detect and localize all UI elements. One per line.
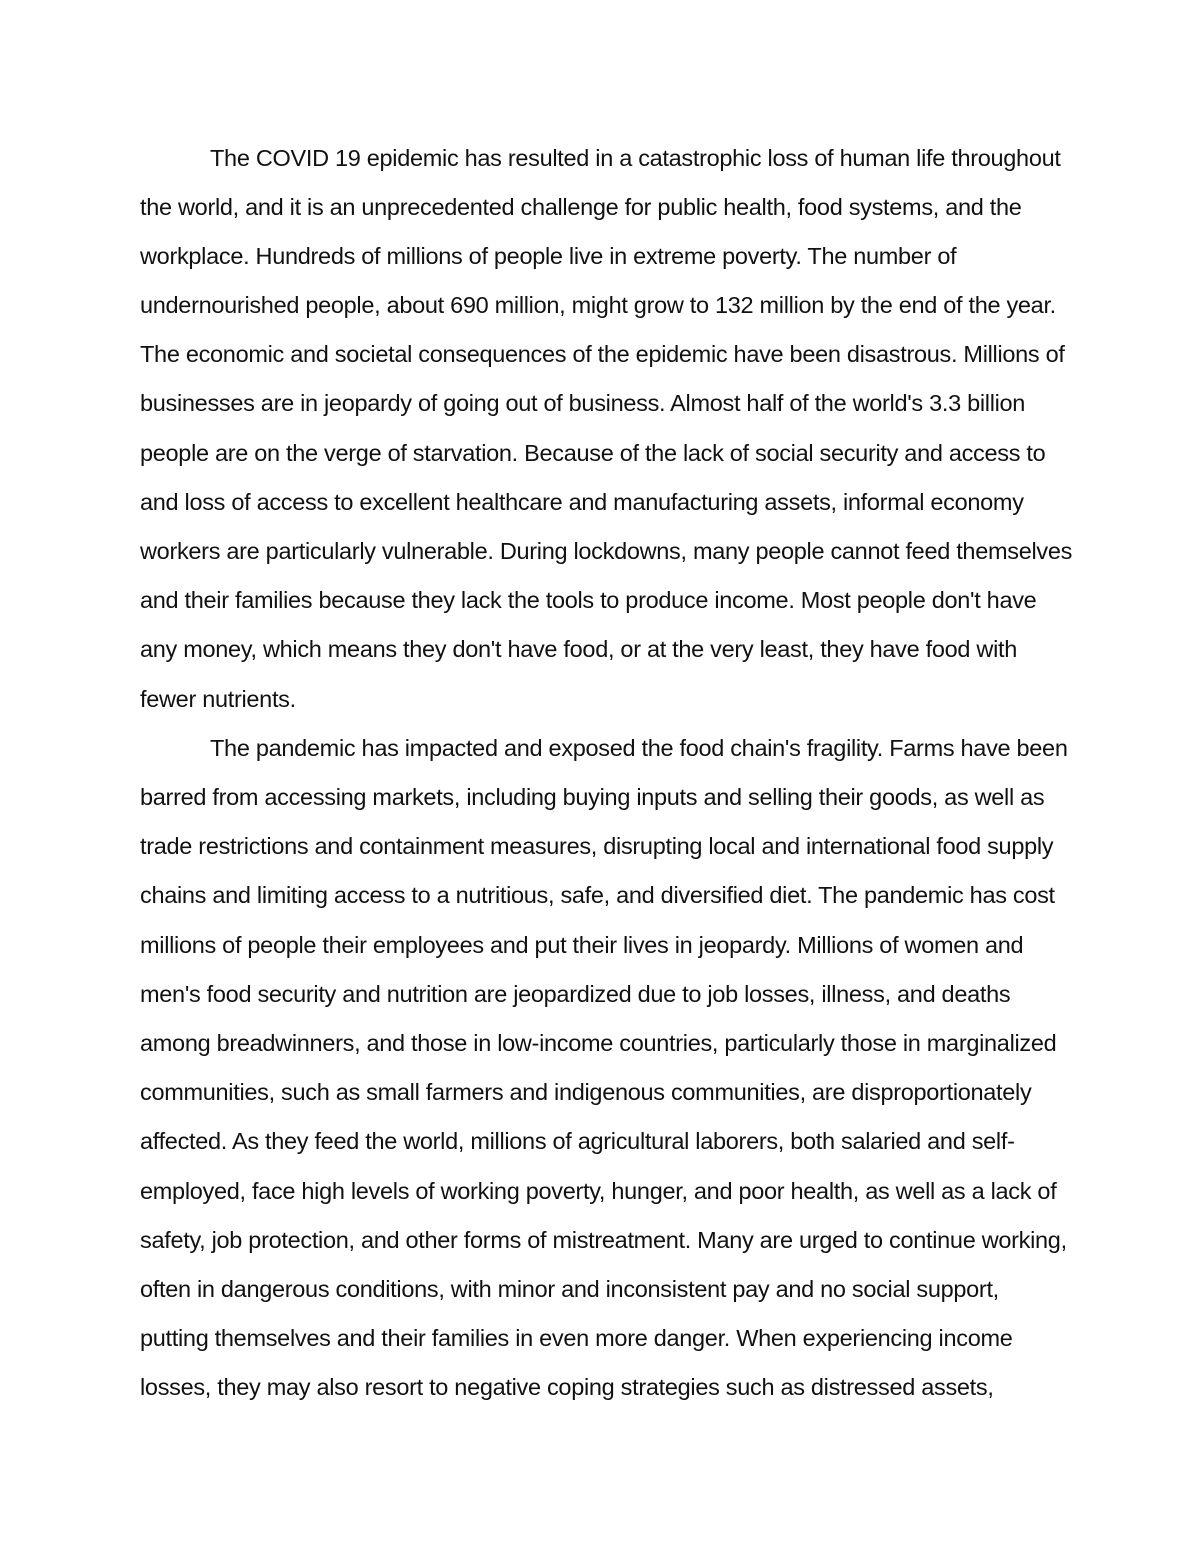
text-line: safety, job protection, and other forms of mistreatment. Many are urged to continue working, [140,1227,1067,1253]
text-line: workers are particularly vulnerable. During lockdowns, many people cannot feed themselves [140,538,1073,564]
text-line: The economic and societal consequences of the epidemic have been disastrous. Millions of [140,341,1065,367]
text-line: losses, they may also resort to negative coping strategies such as distressed assets, [140,1374,994,1400]
text-line: men's food security and nutrition are jeopardized due to job losses, illness, and deaths [140,981,1011,1007]
text-line: millions of people their employees and put their lives in jeopardy. Millions of women and [140,932,1024,958]
text-line: affected. As they feed the world, millions of agricultural laborers, both salaried and self- [140,1128,1015,1154]
text-line: the world, and it is an unprecedented challenge for public health, food systems, and the [140,194,1022,220]
text-line: barred from accessing markets, including buying inputs and selling their goods, as well as [140,784,1045,810]
text-line: trade restrictions and containment measures, disrupting local and international food supply [140,833,1054,859]
text-line: any money, which means they don't have food, or at the very least, they have food with [140,636,1017,662]
text-line: putting themselves and their families in even more danger. When experiencing income [140,1325,1013,1351]
text-line: employed, face high levels of working poverty, hunger, and poor health, as well as a lack of [140,1178,1057,1204]
text-line: and loss of access to excellent healthcare and manufacturing assets, informal economy [140,489,1024,515]
text-line: often in dangerous conditions, with minor and inconsistent pay and no social support, [140,1276,999,1302]
text-line: communities, such as small farmers and indigenous communities, are disproportionately [140,1079,1032,1105]
text-line: and their families because they lack the tools to produce income. Most people don't have [140,587,1037,613]
text-line: workplace. Hundreds of millions of people live in extreme poverty. The number of [140,243,957,269]
text-line: among breadwinners, and those in low-income countries, particularly those in marginalized [140,1030,1057,1056]
text-line: The COVID 19 epidemic has resulted in a catastrophic loss of human life throughout [210,145,1061,171]
text-line: fewer nutrients. [140,686,296,712]
text-line: businesses are in jeopardy of going out of business. Almost half of the world's 3.3 billion [140,390,1026,416]
text-line: people are on the verge of starvation. Because of the lack of social security and access to [140,440,1046,466]
text-line: The pandemic has impacted and exposed the food chain's fragility. Farms have been [210,735,1068,761]
text-line: chains and limiting access to a nutritious, safe, and diversified diet. The pandemic has cost [140,882,1055,908]
text-line: undernourished people, about 690 million, might grow to 132 million by the end of the year. [140,292,1056,318]
